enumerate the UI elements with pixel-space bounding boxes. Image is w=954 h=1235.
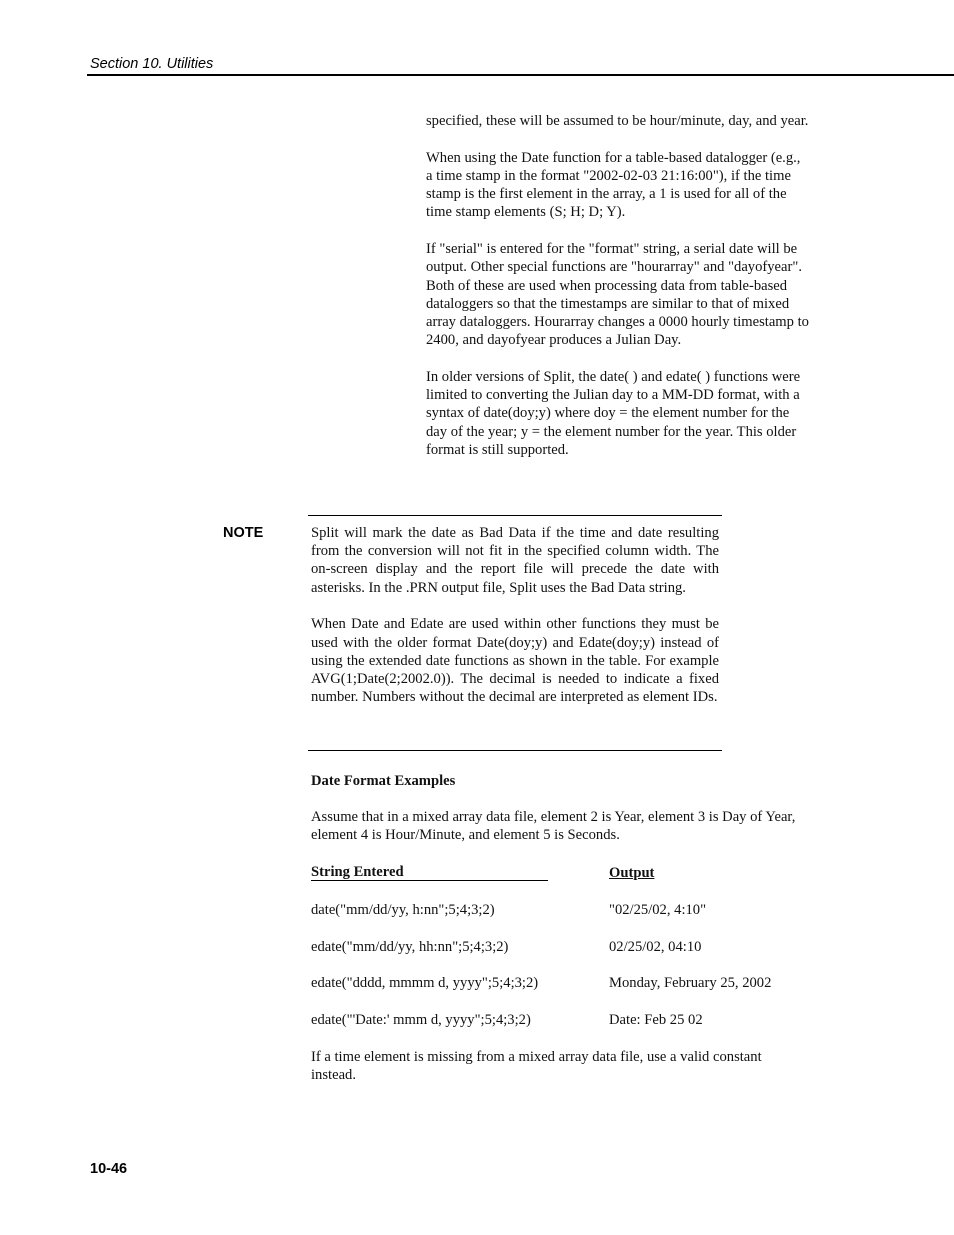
note-paragraph: When Date and Edate are used within other functions they must be used with the older format Date(doy;y) and Edate(doy;y) instead of using the extended date functions as shown in the table. For example AVG(1;Date(2;2002.0)). The decimal is needed to indicate a fixed number. Numbers without the decimal are interpreted as element IDs.	[311, 616, 719, 706]
paragraph: specified, these will be assumed to be hour/minute, day, and year.	[426, 113, 809, 129]
note-body	[311, 524, 719, 725]
running-header: Section 10. Utilities	[90, 56, 214, 72]
string-entered-cell: edate("'Date:' mmm d, yyyy";5;4;3;2)	[311, 1012, 531, 1029]
string-entered-cell: edate("mm/dd/yy, hh:nn";5;4;3;2)	[311, 938, 509, 955]
paragraph: When using the Date function for a table-based datalogger (e.g., a time stamp in the format "2002-02-03 21:16:00"), if the time stamp is the first element in the array, a 1 is used for all of the time stamp elements (S; H; D; Y).	[426, 149, 801, 221]
output-cell: Monday, February 25, 2002	[609, 975, 772, 992]
closing-paragraph: If a time element is missing from a mixed array data file, use a valid constant instead.	[311, 1049, 762, 1084]
note-paragraph: Split will mark the date as Bad Data if the time and date resulting from the conversion will not fit in the specified column width. The on-screen display and the report file will precede the date with asterisks. In the .PRN output file, Split uses the Bad Data string.	[311, 525, 719, 596]
note-label: NOTE	[223, 525, 264, 541]
string-entered-cell: date("mm/dd/yy, h:nn";5;4;3;2)	[311, 901, 495, 918]
paragraph: If "serial" is entered for the "format" string, a serial date will be output. Other special functions are "hourarray" and "dayofyear". Both of these are used when processing data from table-based dataloggers so that the timestamps are similar to that of mixed array dataloggers. Hourarray changes a 0000 hourly timestamp to 2400, and dayofyear produces a Julian Day.	[426, 241, 809, 349]
output-cell: 02/25/02, 04:10	[609, 938, 702, 955]
paragraph: In older versions of Split, the date( ) and edate( ) functions were limited to converting the Julian day to a MM-DD format, with a syntax of date(doy;y) where doy = the element number for the day of the year; y = the element number for the year. This older format is still supported.	[426, 369, 801, 458]
table-header-row	[311, 864, 811, 882]
output-cell: Date: Feb 25 02	[609, 1012, 703, 1029]
section-heading: Date Format Examples	[311, 773, 456, 789]
table-row	[311, 938, 811, 956]
column-header-output: Output	[609, 865, 655, 881]
output-cell: "02/25/02, 4:10"	[609, 901, 707, 918]
column-header-string-entered: String Entered	[311, 864, 548, 881]
examples-intro: Assume that in a mixed array data file, element 2 is Year, element 3 is Day of Year, element 4 is Hour/Minute, and element 5 is Seconds.	[311, 809, 796, 844]
header-rule	[87, 74, 954, 76]
format-examples-table	[311, 864, 811, 1048]
table-row	[311, 974, 811, 992]
note-bottom-rule	[308, 750, 722, 751]
string-entered-cell: edate("dddd, mmmm d, yyyy";5;4;3;2)	[311, 975, 539, 992]
table-row	[311, 901, 811, 919]
note-top-rule	[308, 515, 722, 516]
body-text	[426, 112, 810, 478]
page-number: 10-46	[90, 1161, 128, 1177]
table-row	[311, 1011, 811, 1029]
